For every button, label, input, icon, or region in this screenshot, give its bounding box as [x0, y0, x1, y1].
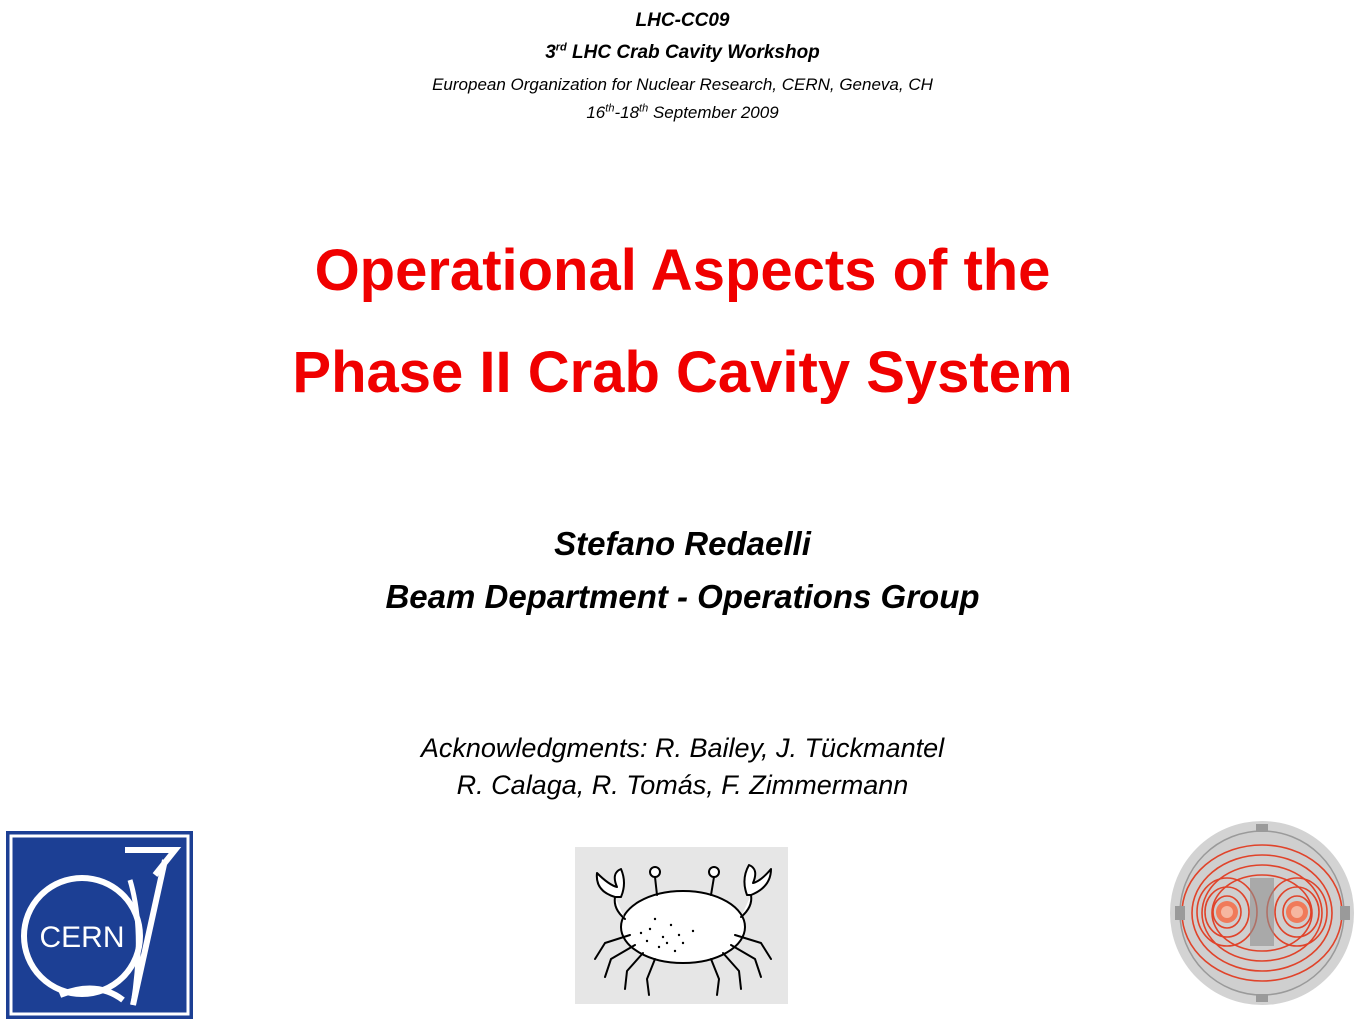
date-end-suffix: th [639, 102, 649, 115]
acknowledgments-line-2: R. Calaga, R. Tomás, F. Zimmermann [456, 770, 909, 800]
workshop-ordinal-suffix: rd [555, 41, 567, 54]
dipole-field-map [1165, 818, 1360, 1008]
acknowledgments-line-1: Acknowledgments: R. Bailey, J. Tückmantel [420, 733, 945, 763]
cern-logo-text: CERN [39, 921, 125, 954]
workshop-dates [0, 103, 1365, 123]
date-end-day: -18 [614, 103, 640, 122]
cern-logo-graphic [5, 830, 194, 1020]
workshop-title [0, 42, 1365, 64]
crab-icon [575, 847, 788, 1004]
workshop-ordinal: 3 [545, 42, 556, 63]
title-line-2: Phase II Crab Cavity System [292, 340, 1073, 405]
conference-code: LHC-CC09 [635, 10, 730, 31]
date-rest: September 2009 [652, 103, 779, 122]
cern-logo [5, 830, 194, 1020]
venue: European Organization for Nuclear Research, CERN, Geneva, CH [432, 75, 933, 94]
author-name: Stefano Redaelli [554, 525, 811, 562]
date-start-day: 16 [586, 103, 606, 122]
crab-illustration [575, 847, 788, 1004]
date-start-suffix: th [605, 102, 615, 115]
dipole-field-map-graphic [1165, 818, 1360, 1008]
author-affiliation: Beam Department - Operations Group [385, 578, 980, 615]
title-line-1: Operational Aspects of the [314, 238, 1051, 303]
workshop-name: LHC Crab Cavity Workshop [572, 42, 820, 63]
